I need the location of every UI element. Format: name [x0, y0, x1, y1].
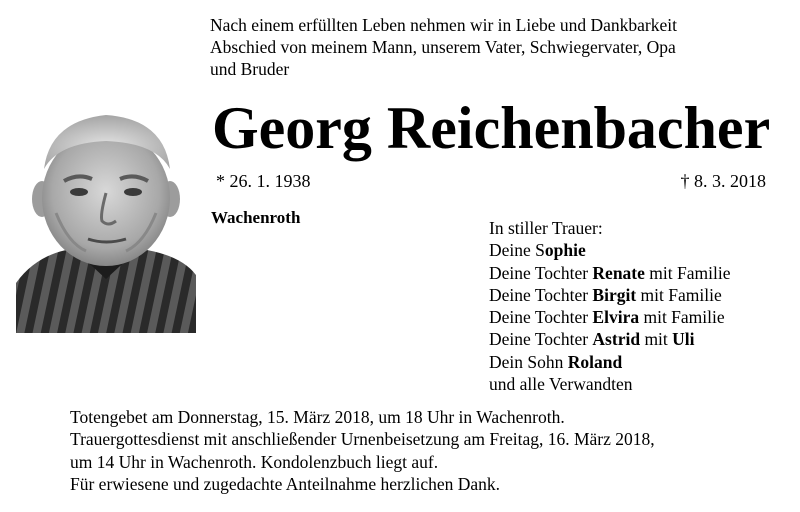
mourner-text: mit Familie	[639, 307, 725, 328]
mourner-text: Deine Tochter	[489, 284, 593, 305]
mourner-name: Astrid	[592, 329, 641, 350]
mourner-text: mit Familie	[636, 284, 722, 305]
mourner-name: Elvira	[592, 307, 640, 328]
mourner-text: mit	[640, 329, 673, 350]
list-item	[489, 351, 730, 373]
mourner-text: Deine Tochter	[489, 262, 593, 283]
footer-line: Totengebet am Donnerstag, 15. März 2018, um 18 Uhr in Wachenroth.	[70, 407, 565, 427]
mourners-closing: und alle Verwandten	[489, 374, 633, 395]
intro-text	[210, 14, 780, 80]
mourner-text: Dein Sohn	[489, 351, 568, 372]
mourner-name: ophie	[544, 240, 586, 261]
list-item	[489, 306, 730, 328]
footer-line: Trauergottesdienst mit anschließender Urnenbeisetzung am Freitag, 16. März 2018,	[70, 429, 655, 450]
mourner-name: Birgit	[592, 284, 637, 305]
mourners-list	[489, 217, 730, 395]
death-date: † 8. 3. 2018	[680, 171, 766, 191]
mourner-text: Deine S	[489, 240, 545, 261]
mourner-text: mit Familie	[644, 262, 731, 283]
list-item	[489, 262, 730, 284]
mourner-name: Roland	[567, 351, 623, 372]
birth-date: * 26. 1. 1938	[216, 171, 311, 191]
mourners-heading: In stiller Trauer:	[489, 218, 603, 238]
footer-line: Für erwiesene und zugedachte Anteilnahme herzlichen Dank.	[70, 473, 501, 494]
mourner-name: Renate	[592, 262, 645, 283]
mourner-name: Uli	[672, 329, 695, 350]
intro-line: Abschied von meinem Mann, unserem Vater, Schwiegervater, Opa	[210, 37, 676, 57]
list-item	[489, 328, 730, 350]
list-item	[489, 284, 730, 306]
intro-line: Nach einem erfüllten Leben nehmen wir in Liebe und Dankbarkeit	[210, 15, 677, 35]
portrait-photo	[16, 103, 196, 333]
footer-line: um 14 Uhr in Wachenroth. Kondolenzbuch liegt auf.	[70, 451, 439, 472]
intro-line: und Bruder	[210, 59, 290, 79]
mourner-text: Deine Tochter	[489, 307, 593, 328]
hometown: Wachenroth	[211, 208, 301, 227]
mourner-text: Deine Tochter	[489, 329, 593, 350]
deceased-name: Georg Reichenbacher	[212, 95, 771, 161]
list-item	[489, 239, 730, 261]
service-details	[70, 406, 790, 495]
